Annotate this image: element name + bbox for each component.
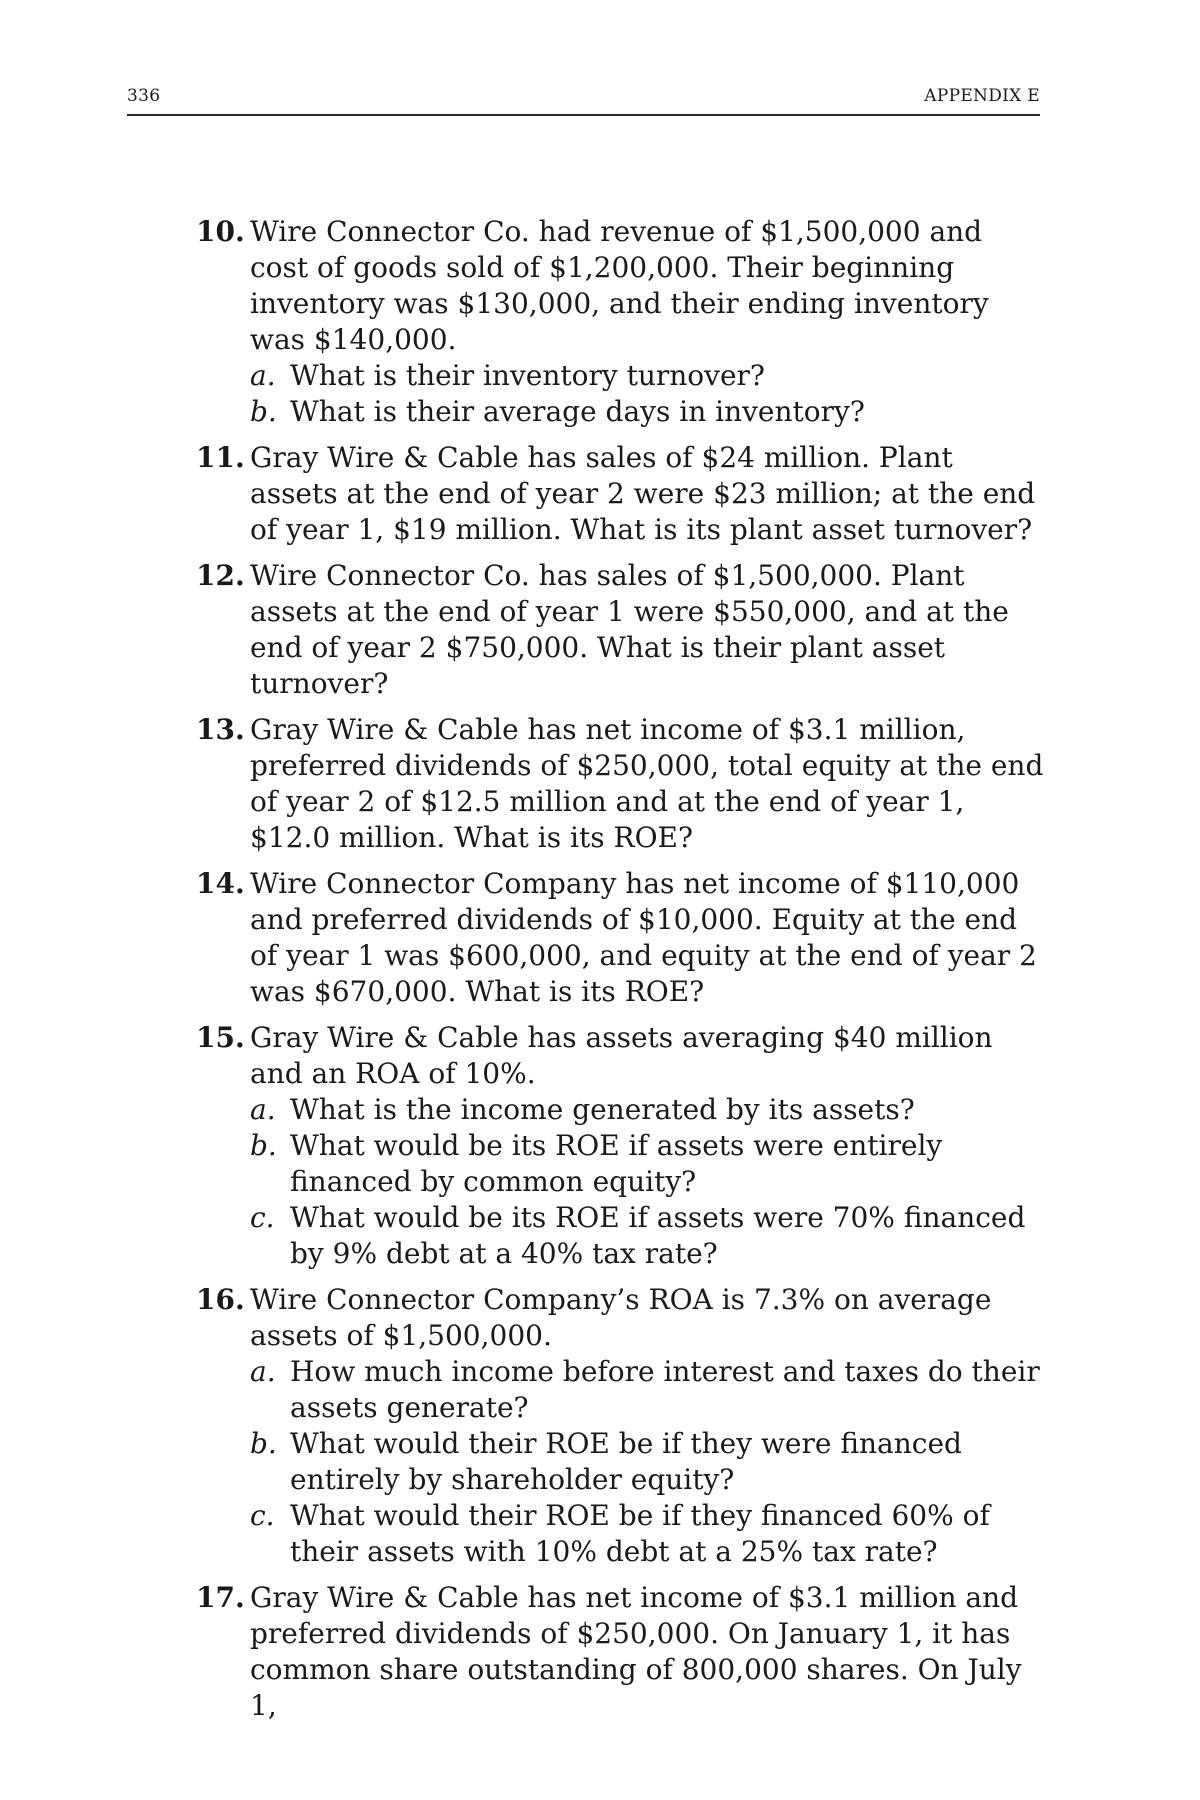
subquestion-letter: b. <box>250 1427 277 1460</box>
subquestion-text: What is their average days in inventory? <box>290 395 865 428</box>
problem-body <box>250 1580 1046 1724</box>
problem-number: 17. <box>196 1581 245 1614</box>
problem-number: 12. <box>196 559 245 592</box>
section-title: APPENDIX E <box>924 86 1040 106</box>
problem-number: 16. <box>196 1283 245 1316</box>
subquestion <box>250 358 1046 394</box>
problem-11 <box>196 440 1046 548</box>
problem-14 <box>196 866 1046 1010</box>
problem-number: 11. <box>196 441 245 474</box>
subquestion <box>250 1200 1046 1272</box>
subquestion <box>250 1426 1046 1498</box>
page-number: 336 <box>127 86 161 106</box>
problem-16 <box>196 1282 1046 1570</box>
problem-number: 14. <box>196 867 245 900</box>
subquestion-text: What would their ROE be if they were financed entirely by shareholder equity? <box>290 1427 962 1496</box>
problem-text: Gray Wire & Cable has assets averaging $40 million and an ROA of 10%. <box>250 1021 993 1090</box>
problem-body <box>250 712 1046 856</box>
subquestion <box>250 394 1046 430</box>
problem-body <box>250 866 1046 1010</box>
subquestion-letter: a. <box>250 359 276 392</box>
problem-text: Wire Connector Co. had revenue of $1,500,000 and cost of goods sold of $1,200,000. Their beginning inventory was $130,000, and their ending inventory was $140,000. <box>250 215 989 356</box>
problem-text: Gray Wire & Cable has sales of $24 million. Plant assets at the end of year 2 were $23 million; at the end of year 1, $19 million. What is its plant asset turnover? <box>250 441 1036 546</box>
problem-15 <box>196 1020 1046 1272</box>
subquestion-letter: a. <box>250 1093 276 1126</box>
problem-body <box>250 440 1046 548</box>
problem-12 <box>196 558 1046 702</box>
problem-13 <box>196 712 1046 856</box>
subquestion-letter: b. <box>250 395 277 428</box>
subquestion <box>250 1354 1046 1426</box>
problem-10 <box>196 214 1046 430</box>
subquestion-text: What would be its ROE if assets were entirely financed by common equity? <box>290 1129 943 1198</box>
subquestion-text: How much income before interest and taxes do their assets generate? <box>290 1355 1040 1424</box>
running-head <box>127 86 1040 116</box>
problem-number: 13. <box>196 713 245 746</box>
problem-body <box>250 214 1046 430</box>
problem-text: Wire Connector Company’s ROA is 7.3% on average assets of $1,500,000. <box>250 1283 992 1352</box>
problem-number: 15. <box>196 1021 245 1054</box>
subquestion <box>250 1092 1046 1128</box>
problem-text: Wire Connector Co. has sales of $1,500,000. Plant assets at the end of year 1 were $550,000, and at the end of year 2 $750,000. What is their plant asset turnover? <box>250 559 1009 700</box>
subquestion-text: What would their ROE be if they financed 60% of their assets with 10% debt at a 25% tax rate? <box>290 1499 990 1568</box>
subquestion <box>250 1498 1046 1570</box>
problem-text: Gray Wire & Cable has net income of $3.1 million and preferred dividends of $250,000. On January 1, it has common share outstanding of 800,000 shares. On July 1, <box>250 1581 1022 1722</box>
problem-17 <box>196 1580 1046 1724</box>
subquestion-text: What is their inventory turnover? <box>290 359 765 392</box>
problem-number: 10. <box>196 215 245 248</box>
subquestion <box>250 1128 1046 1200</box>
subquestion-letter: a. <box>250 1355 276 1388</box>
problem-text: Gray Wire & Cable has net income of $3.1 million, preferred dividends of $250,000, total equity at the end of year 2 of $12.5 million and at the end of year 1, $12.0 million. What is its ROE? <box>250 713 1044 854</box>
problem-body <box>250 558 1046 702</box>
subquestion-letter: b. <box>250 1129 277 1162</box>
problem-body <box>250 1282 1046 1570</box>
subquestion-letter: c. <box>250 1499 275 1532</box>
problem-text: Wire Connector Company has net income of $110,000 and preferred dividends of $10,000. Equity at the end of year 1 was $600,000, and equity at the end of year 2 was $670,000. What is its ROE? <box>250 867 1037 1008</box>
problem-list <box>196 214 1046 1734</box>
subquestion-text: What is the income generated by its assets? <box>290 1093 915 1126</box>
problem-body <box>250 1020 1046 1272</box>
subquestion-letter: c. <box>250 1201 275 1234</box>
subquestion-text: What would be its ROE if assets were 70% financed by 9% debt at a 40% tax rate? <box>290 1201 1026 1270</box>
